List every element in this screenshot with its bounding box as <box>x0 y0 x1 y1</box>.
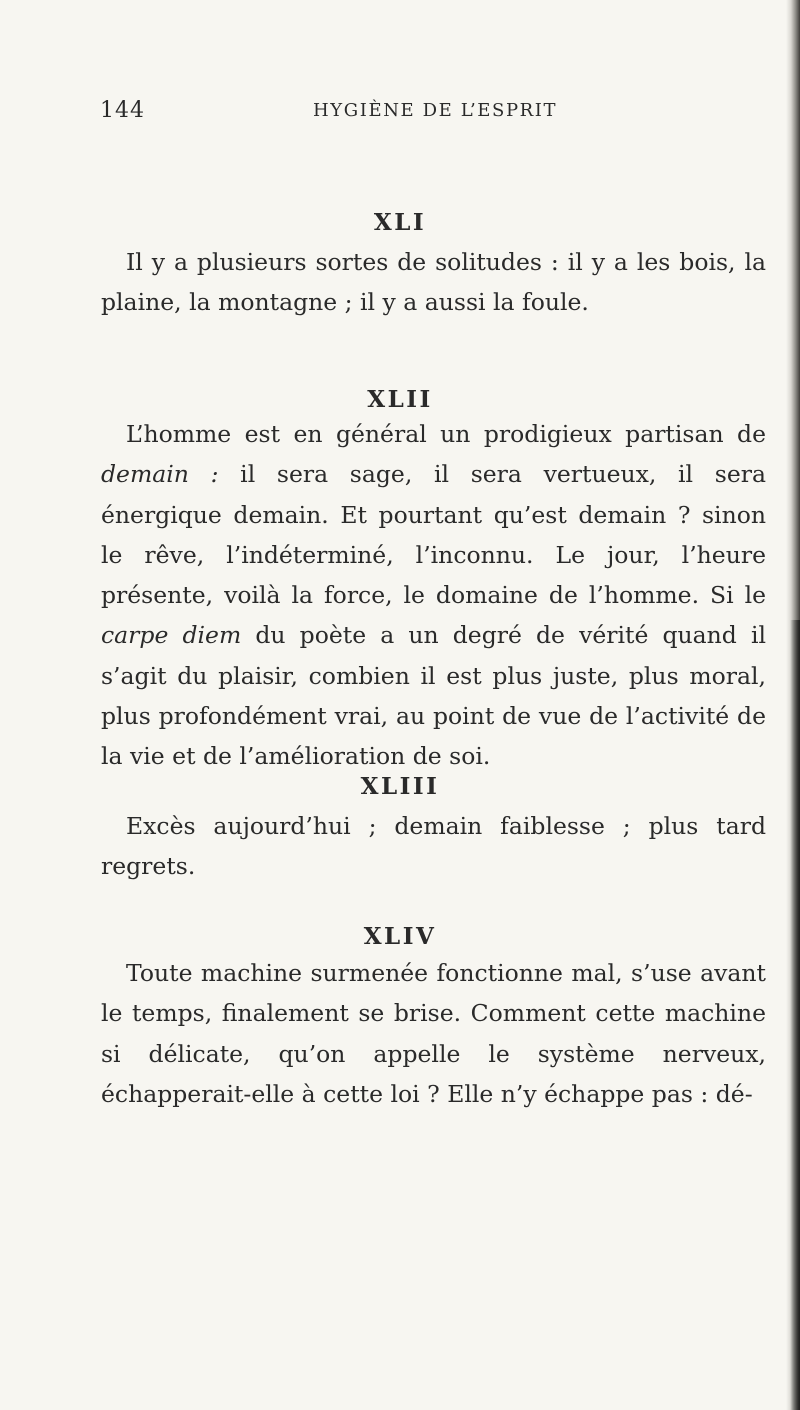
section-heading-xliii: XLIII <box>360 773 440 801</box>
running-head-title: HYGIÈNE DE L’ESPRIT <box>313 100 558 121</box>
section-xlii-text-end: du poète a un degré de vérité quand il s’agit du plaisir, combien il est plus juste, plus moral, plus profondément vrai, au point de vue de l’activité de la vie et de l’amélioration de soi. <box>101 621 767 771</box>
section-xlii-text-middle: il sera sage, il sera vertueux, il sera énergique demain. Et pourtant qu’est demain ? sinon le rêve, l’indéterminé, l’inconnu. Le jour, l’heure présente, voilà la force, le domaine de l’homme. Si le <box>101 460 766 610</box>
section-xliii-paragraph: Excès aujourd’hui ; demain faiblesse ; plus tard regrets. <box>101 812 766 881</box>
section-xlii-text-start: L’homme est en général un prodigieux partisan de <box>126 420 766 448</box>
section-xliv-paragraph: Toute machine surmenée fonctionne mal, s’use avant le temps, finalement se brise. Comment cette machine si délicate, qu’on appelle le système nerveux, échapperait-elle à cette loi ? Elle n’y échappe pas : dé- <box>101 959 766 1108</box>
book-binding-shadow <box>790 620 800 1410</box>
page-number: 144 <box>100 98 145 123</box>
running-head <box>100 98 760 134</box>
section-xlii-paragraph <box>101 414 766 777</box>
section-xli-paragraph: Il y a plusieurs sortes de solitudes : il y a les bois, la plaine, la montagne ; il y a aussi la foule. <box>101 248 766 317</box>
section-heading-xlii: XLII <box>367 386 433 414</box>
section-heading-xli: XLI <box>373 209 427 237</box>
section-xlii-italic-carpe-diem: carpe diem <box>101 621 242 650</box>
section-xlii-italic-demain: demain : <box>101 460 219 489</box>
section-heading-xliv: XLIV <box>363 923 437 951</box>
